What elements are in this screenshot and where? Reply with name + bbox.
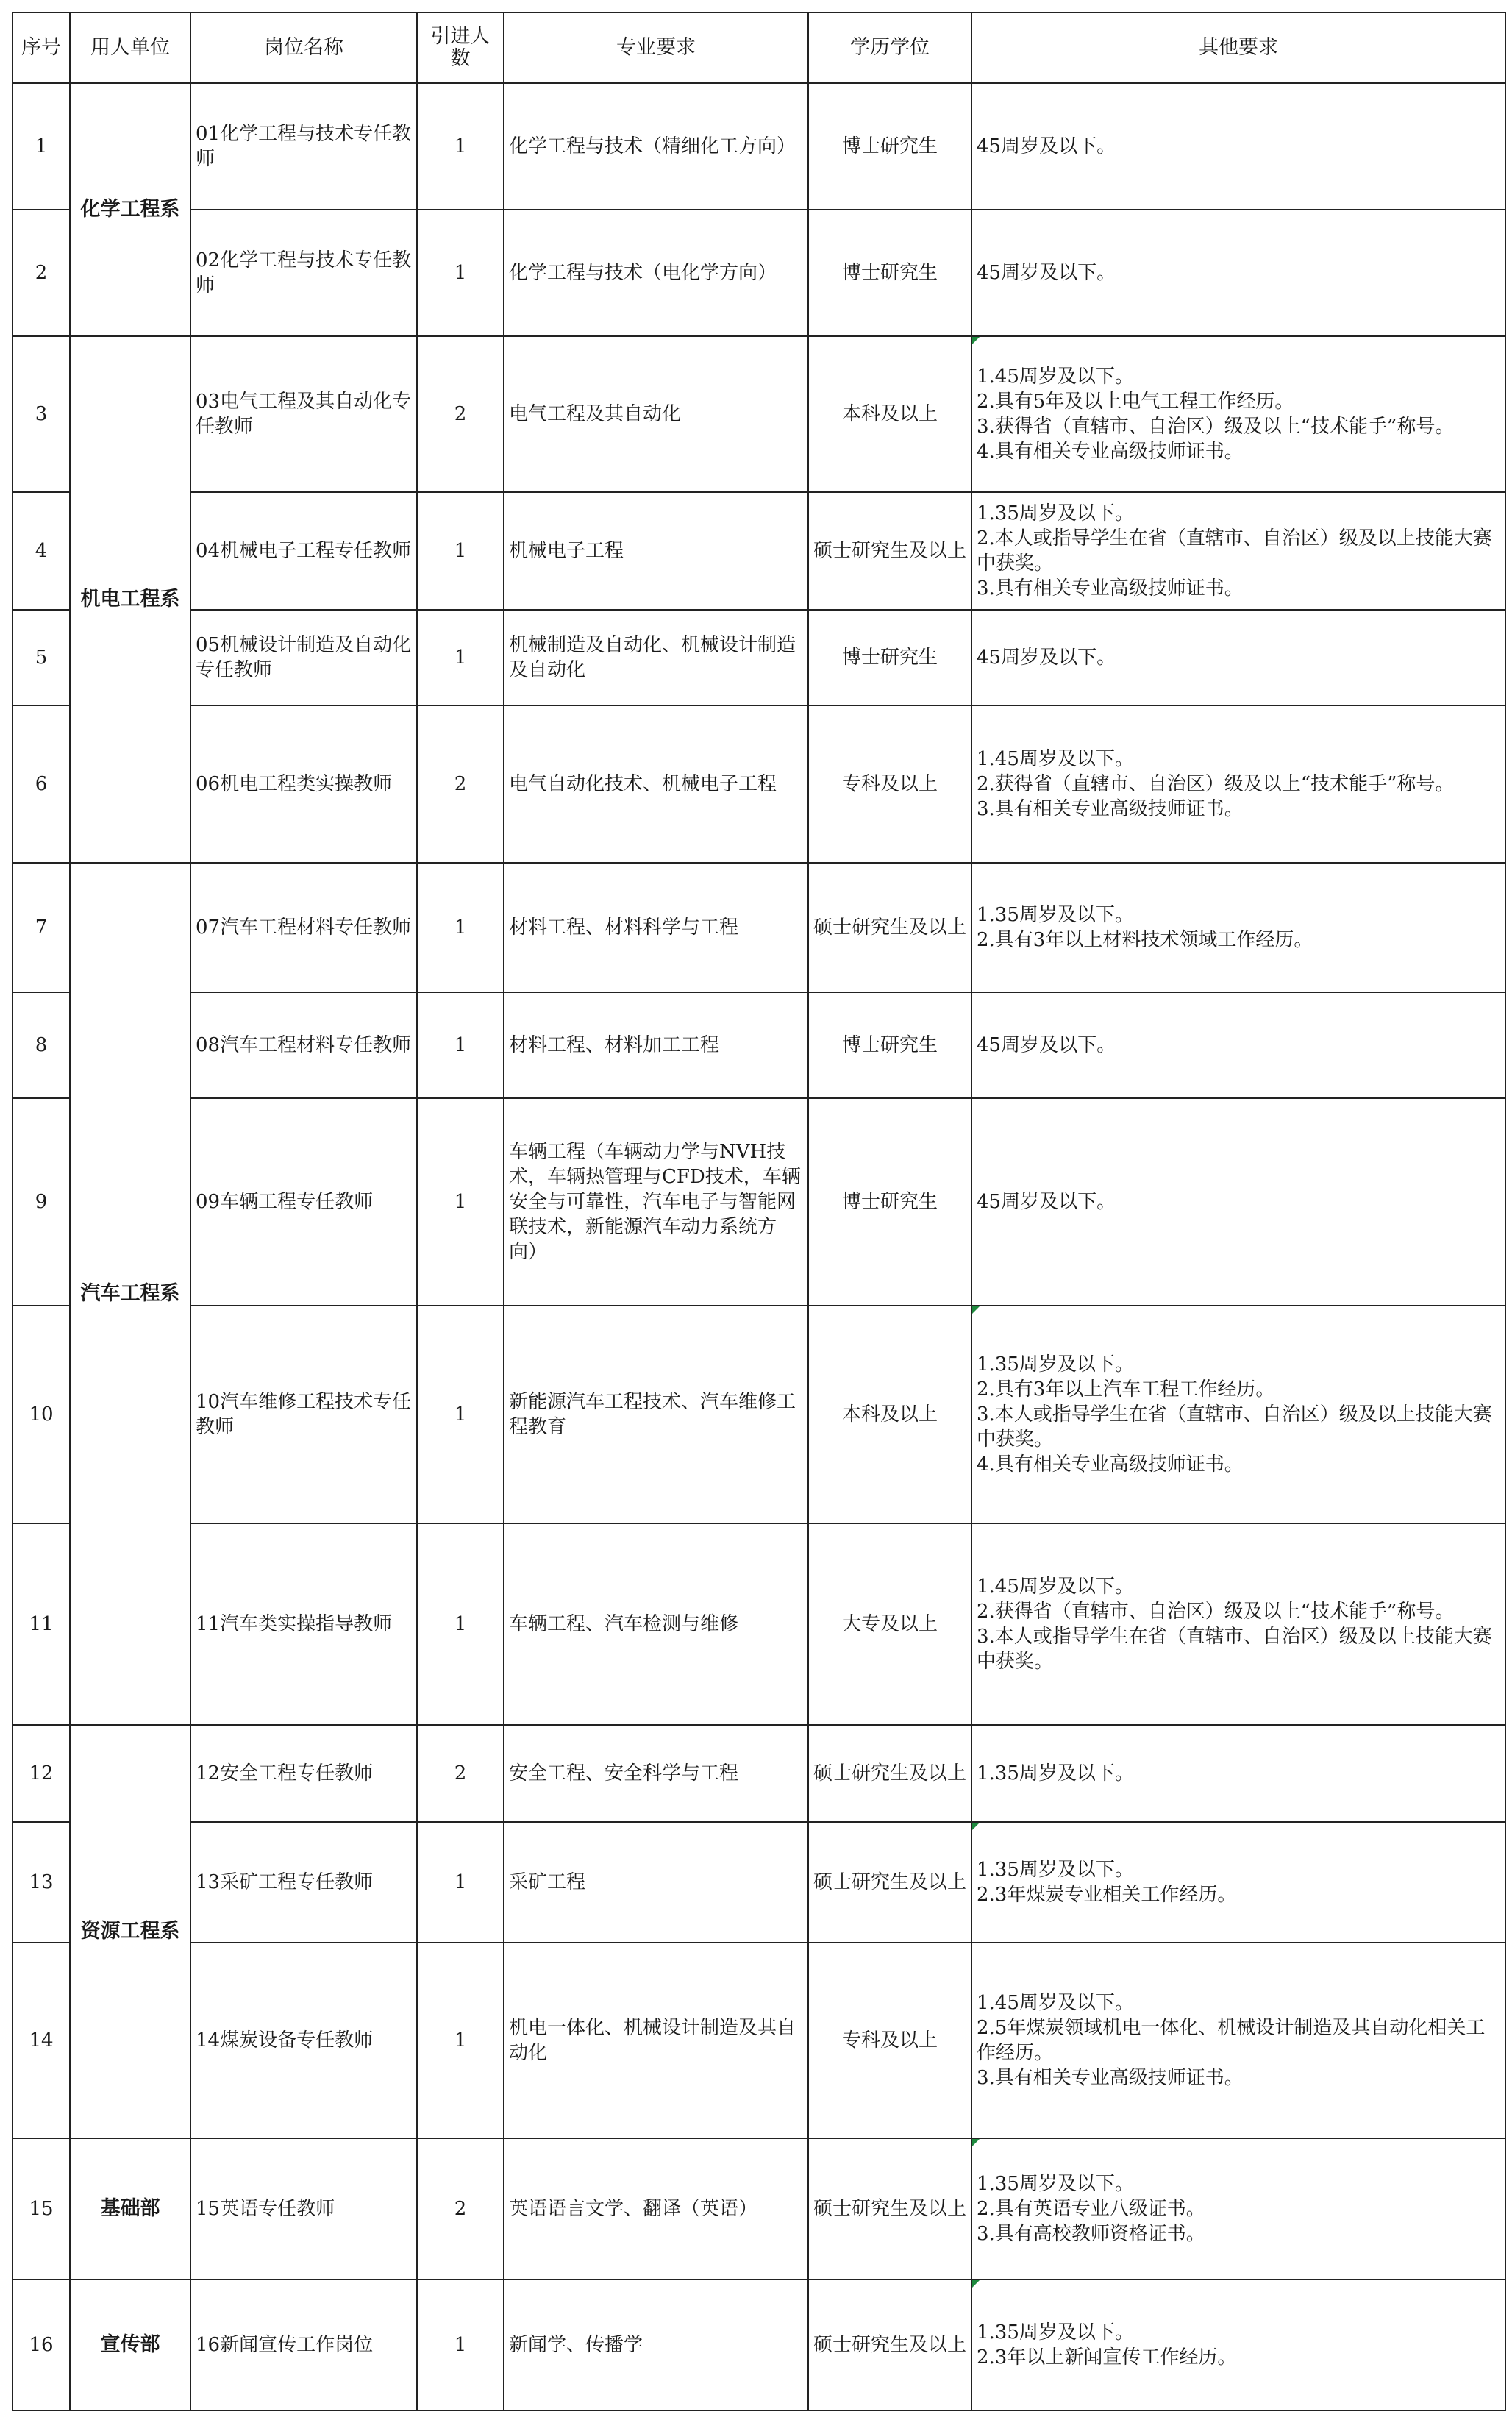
- cell-major: 电气自动化技术、机械电子工程: [504, 705, 808, 863]
- cell-num: 1: [417, 210, 504, 336]
- cell-other: 1.35周岁及以下。 2.具有3年以上汽车工程工作经历。 3.本人或指导学生在省（直辖市、自治区）级及以上技能大赛中获奖。 4.具有相关专业高级技师证书。: [971, 1306, 1505, 1523]
- cell-post: 01化学工程与技术专任教师: [190, 83, 417, 210]
- cell-num: 1: [417, 1943, 504, 2138]
- cell-no: 1: [13, 83, 70, 210]
- cell-no: 6: [13, 705, 70, 863]
- cell-major: 英语语言文学、翻译（英语）: [504, 2138, 808, 2280]
- cell-num: 2: [417, 705, 504, 863]
- cell-num: 2: [417, 1725, 504, 1822]
- cell-edu: 专科及以上: [808, 705, 971, 863]
- cell-other: 1.45周岁及以下。 2.具有5年及以上电气工程工作经历。 3.获得省（直辖市、自治区）级及以上“技术能手”称号。 4.具有相关专业高级技师证书。: [971, 336, 1505, 492]
- cell-post: 03电气工程及其自动化专任教师: [190, 336, 417, 492]
- table-row: [13, 83, 1505, 210]
- header-other: 其他要求: [971, 13, 1505, 83]
- cell-unit: 化学工程系: [70, 83, 190, 336]
- cell-major: 材料工程、材料科学与工程: [504, 863, 808, 992]
- cell-edu: 硕士研究生及以上: [808, 1822, 971, 1943]
- cell-no: 5: [13, 610, 70, 705]
- cell-edu: 硕士研究生及以上: [808, 2138, 971, 2280]
- cell-edu: 本科及以上: [808, 336, 971, 492]
- cell-no: 2: [13, 210, 70, 336]
- cell-post: 08汽车工程材料专任教师: [190, 992, 417, 1098]
- table-row: [13, 492, 1505, 610]
- cell-num: 1: [417, 1098, 504, 1306]
- cell-major: 材料工程、材料加工工程: [504, 992, 808, 1098]
- table-row: [13, 1306, 1505, 1523]
- cell-no: 7: [13, 863, 70, 992]
- cell-major: 新闻学、传播学: [504, 2280, 808, 2410]
- cell-edu: 博士研究生: [808, 610, 971, 705]
- cell-major: 安全工程、安全科学与工程: [504, 1725, 808, 1822]
- cell-edu: 硕士研究生及以上: [808, 863, 971, 992]
- table-row: [13, 2138, 1505, 2280]
- cell-num: 1: [417, 1306, 504, 1523]
- table-row: [13, 705, 1505, 863]
- cell-other: 1.35周岁及以下。 2.本人或指导学生在省（直辖市、自治区）级及以上技能大赛中获奖。 3.具有相关专业高级技师证书。: [971, 492, 1505, 610]
- cell-post: 06机电工程类实操教师: [190, 705, 417, 863]
- cell-no: 16: [13, 2280, 70, 2410]
- cell-num: 1: [417, 83, 504, 210]
- header-edu: 学历学位: [808, 13, 971, 83]
- cell-num: 1: [417, 863, 504, 992]
- table-row: [13, 2280, 1505, 2410]
- cell-major: 化学工程与技术（精细化工方向）: [504, 83, 808, 210]
- cell-no: 15: [13, 2138, 70, 2280]
- cell-major: 车辆工程、汽车检测与维修: [504, 1523, 808, 1725]
- header-num: 引进人数: [417, 13, 504, 83]
- cell-other: 1.35周岁及以下。 2.具有3年以上材料技术领域工作经历。: [971, 863, 1505, 992]
- cell-post: 12安全工程专任教师: [190, 1725, 417, 1822]
- cell-other: 1.35周岁及以下。: [971, 1725, 1505, 1822]
- cell-other: 45周岁及以下。: [971, 83, 1505, 210]
- table-row: [13, 863, 1505, 992]
- cell-other: 1.35周岁及以下。 2.3年煤炭专业相关工作经历。: [971, 1822, 1505, 1943]
- cell-no: 12: [13, 1725, 70, 1822]
- cell-no: 10: [13, 1306, 70, 1523]
- cell-other: 45周岁及以下。: [971, 1098, 1505, 1306]
- cell-unit: 资源工程系: [70, 1725, 190, 2138]
- cell-no: 13: [13, 1822, 70, 1943]
- cell-edu: 硕士研究生及以上: [808, 1725, 971, 1822]
- cell-edu: 硕士研究生及以上: [808, 492, 971, 610]
- cell-edu: 博士研究生: [808, 992, 971, 1098]
- header-major: 专业要求: [504, 13, 808, 83]
- cell-post: 07汽车工程材料专任教师: [190, 863, 417, 992]
- cell-num: 1: [417, 610, 504, 705]
- cell-unit: 基础部: [70, 2138, 190, 2280]
- cell-other: 45周岁及以下。: [971, 210, 1505, 336]
- table-row: [13, 1523, 1505, 1725]
- cell-num: 1: [417, 1523, 504, 1725]
- cell-other: 45周岁及以下。: [971, 992, 1505, 1098]
- cell-post: 02化学工程与技术专任教师: [190, 210, 417, 336]
- cell-post: 14煤炭设备专任教师: [190, 1943, 417, 2138]
- cell-edu: 本科及以上: [808, 1306, 971, 1523]
- cell-edu: 博士研究生: [808, 1098, 971, 1306]
- cell-no: 4: [13, 492, 70, 610]
- cell-other: 1.45周岁及以下。 2.获得省（直辖市、自治区）级及以上“技术能手”称号。 3.具有相关专业高级技师证书。: [971, 705, 1505, 863]
- cell-unit: 机电工程系: [70, 336, 190, 863]
- cell-major: 化学工程与技术（电化学方向）: [504, 210, 808, 336]
- table-row: [13, 1725, 1505, 1822]
- cell-major: 采矿工程: [504, 1822, 808, 1943]
- cell-no: 9: [13, 1098, 70, 1306]
- cell-post: 04机械电子工程专任教师: [190, 492, 417, 610]
- cell-edu: 大专及以上: [808, 1523, 971, 1725]
- cell-num: 1: [417, 2280, 504, 2410]
- cell-post: 10汽车维修工程技术专任教师: [190, 1306, 417, 1523]
- table-row: [13, 210, 1505, 336]
- table-row: [13, 1098, 1505, 1306]
- cell-edu: 博士研究生: [808, 83, 971, 210]
- table-row: [13, 1943, 1505, 2138]
- cell-post: 05机械设计制造及自动化专任教师: [190, 610, 417, 705]
- cell-major: 机械制造及自动化、机械设计制造及自动化: [504, 610, 808, 705]
- cell-unit: 汽车工程系: [70, 863, 190, 1725]
- cell-num: 2: [417, 336, 504, 492]
- cell-major: 机械电子工程: [504, 492, 808, 610]
- cell-other: 45周岁及以下。: [971, 610, 1505, 705]
- cell-num: 1: [417, 992, 504, 1098]
- cell-major: 新能源汽车工程技术、汽车维修工程教育: [504, 1306, 808, 1523]
- cell-edu: 博士研究生: [808, 210, 971, 336]
- cell-other: 1.45周岁及以下。 2.获得省（直辖市、自治区）级及以上“技术能手”称号。 3.本人或指导学生在省（直辖市、自治区）级及以上技能大赛中获奖。: [971, 1523, 1505, 1725]
- cell-num: 1: [417, 1822, 504, 1943]
- cell-edu: 硕士研究生及以上: [808, 2280, 971, 2410]
- cell-major: 车辆工程（车辆动力学与NVH技术，车辆热管理与CFD技术，车辆安全与可靠性，汽车电子与智能网联技术，新能源汽车动力系统方向）: [504, 1098, 808, 1306]
- table-row: [13, 1822, 1505, 1943]
- cell-num: 1: [417, 492, 504, 610]
- header-post: 岗位名称: [190, 13, 417, 83]
- cell-no: 11: [13, 1523, 70, 1725]
- cell-num: 2: [417, 2138, 504, 2280]
- cell-major: 机电一体化、机械设计制造及其自动化: [504, 1943, 808, 2138]
- cell-post: 11汽车类实操指导教师: [190, 1523, 417, 1725]
- cell-no: 3: [13, 336, 70, 492]
- cell-other: 1.35周岁及以下。 2.3年以上新闻宣传工作经历。: [971, 2280, 1505, 2410]
- cell-no: 8: [13, 992, 70, 1098]
- cell-post: 15英语专任教师: [190, 2138, 417, 2280]
- table-row: [13, 610, 1505, 705]
- header-unit: 用人单位: [70, 13, 190, 83]
- cell-post: 09车辆工程专任教师: [190, 1098, 417, 1306]
- cell-unit: 宣传部: [70, 2280, 190, 2410]
- recruitment-table: [12, 12, 1506, 2411]
- cell-post: 13采矿工程专任教师: [190, 1822, 417, 1943]
- header-no: 序号: [13, 13, 70, 83]
- cell-other: 1.45周岁及以下。 2.5年煤炭领域机电一体化、机械设计制造及其自动化相关工作经历。 3.具有相关专业高级技师证书。: [971, 1943, 1505, 2138]
- cell-no: 14: [13, 1943, 70, 2138]
- header-row: [13, 13, 1505, 83]
- cell-other: 1.35周岁及以下。 2.具有英语专业八级证书。 3.具有高校教师资格证书。: [971, 2138, 1505, 2280]
- cell-major: 电气工程及其自动化: [504, 336, 808, 492]
- cell-post: 16新闻宣传工作岗位: [190, 2280, 417, 2410]
- cell-edu: 专科及以上: [808, 1943, 971, 2138]
- table-row: [13, 336, 1505, 492]
- table-row: [13, 992, 1505, 1098]
